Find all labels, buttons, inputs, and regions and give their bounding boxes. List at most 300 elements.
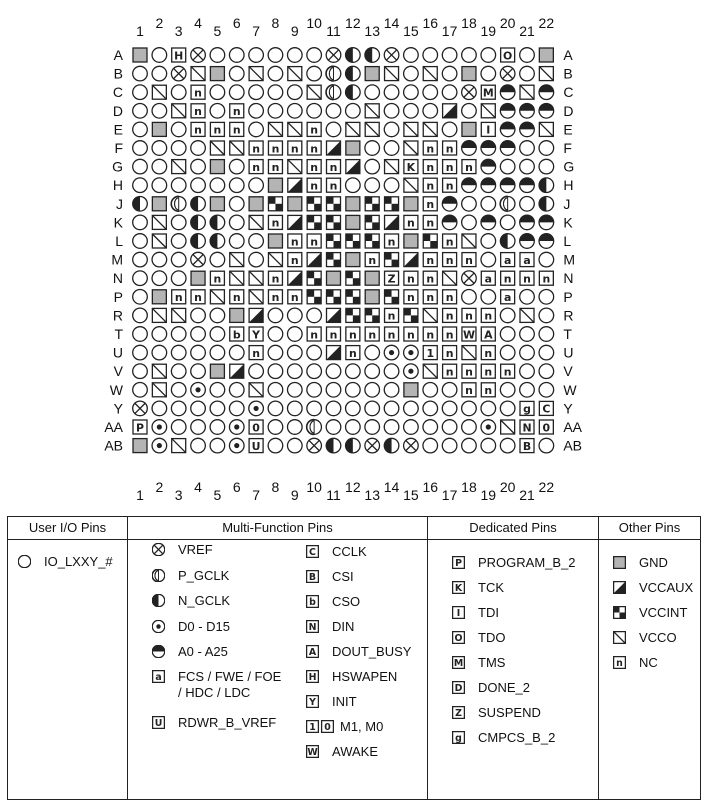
svg-text:n: n [445, 328, 454, 342]
legend-item-label: PROGRAM_B_2 [478, 555, 576, 570]
pin-C9 [288, 85, 303, 100]
pin-R2 [152, 308, 166, 322]
pin-D19 [481, 104, 495, 118]
col-label-top: 19 [480, 23, 497, 39]
pin-U7 [249, 346, 263, 360]
pin-W7 [249, 383, 263, 397]
pin-H15 [404, 178, 418, 192]
svg-text:n: n [290, 253, 299, 267]
svg-text:n: n [426, 179, 435, 193]
pin-N17 [443, 271, 457, 285]
svg-text:a: a [155, 672, 162, 683]
svg-text:n: n [484, 365, 493, 379]
row-label-left: AB [104, 437, 123, 454]
pin-U4 [191, 345, 206, 360]
pin-E7 [249, 122, 264, 137]
pin-U15 [404, 345, 419, 360]
pin-W4 [191, 383, 206, 398]
pin-T4 [191, 327, 206, 342]
col-label-top: 15 [403, 23, 419, 39]
pin-P15 [404, 290, 418, 304]
pin-C2 [152, 85, 166, 99]
pin-G12 [346, 160, 360, 174]
legend-symbol-icon [613, 581, 626, 594]
pin-K1 [133, 215, 148, 230]
pin-M7 [249, 252, 264, 267]
pin-M5 [210, 252, 225, 267]
pin-Y9 [288, 401, 303, 416]
svg-text:a: a [523, 253, 531, 267]
pin-F12 [346, 141, 360, 155]
pin-AA14 [384, 420, 399, 435]
row-label-left: P [113, 288, 123, 305]
pin-L9 [288, 234, 302, 248]
row-label-right: C [563, 84, 574, 101]
pin-D15 [404, 104, 419, 119]
pin-AB22 [539, 438, 554, 453]
legend-item-label: P_GCLK [178, 568, 230, 583]
svg-text:W: W [462, 328, 475, 342]
svg-text:n: n [426, 198, 435, 212]
svg-text:g: g [455, 733, 462, 744]
pin-D5 [210, 104, 225, 119]
pin-W11 [326, 383, 341, 398]
pin-R9 [288, 308, 303, 323]
pin-B20 [500, 66, 515, 81]
legend-item-label: TMS [478, 655, 506, 670]
pin-B18 [462, 67, 476, 81]
pin-R13 [365, 308, 379, 322]
legend-item-label: NC [639, 655, 658, 670]
pin-C22 [539, 85, 554, 100]
legend-item-label: VREF [178, 542, 213, 557]
svg-text:n: n [445, 235, 454, 249]
legend-table [7, 516, 701, 800]
pin-R19 [481, 308, 495, 322]
svg-text:M: M [453, 658, 464, 669]
svg-text:n: n [445, 365, 454, 379]
svg-text:Z: Z [387, 272, 396, 286]
svg-text:n: n [348, 328, 357, 342]
pin-K12 [346, 215, 360, 229]
legend-item-label: DIN [332, 619, 355, 634]
legend-symbol-icon [452, 681, 465, 694]
row-label-right: H [563, 177, 574, 194]
row-label-left: J [116, 195, 123, 212]
pin-U6 [229, 345, 244, 360]
svg-text:n: n [465, 365, 473, 379]
svg-text:n: n [445, 346, 454, 360]
pin-M12 [346, 253, 360, 267]
svg-text:n: n [329, 160, 338, 174]
pin-N13 [365, 271, 379, 285]
pin-T5 [210, 327, 225, 342]
svg-text:n: n [616, 658, 623, 669]
row-label-right: T [563, 326, 572, 342]
col-label-bottom: 1 [136, 487, 144, 503]
svg-text:n: n [426, 291, 435, 305]
pin-K10 [307, 215, 321, 229]
legend-symbol-icon [613, 606, 626, 619]
legend-item-label: VCCO [639, 630, 677, 645]
pin-J13 [365, 197, 379, 211]
pin-C7 [249, 85, 264, 100]
pin-P16 [423, 290, 437, 304]
svg-text:n: n [445, 142, 454, 156]
pin-AB15 [404, 438, 419, 453]
pin-E21 [519, 122, 534, 137]
pin-G6 [229, 159, 244, 174]
pin-AA13 [365, 420, 380, 435]
svg-text:K: K [406, 160, 416, 174]
pin-AA5 [210, 420, 225, 435]
pin-V22 [539, 364, 554, 379]
pin-D10 [307, 104, 322, 119]
pin-T17 [443, 327, 457, 341]
col-label-top: 17 [441, 23, 458, 39]
pin-J10 [307, 197, 321, 211]
pin-V5 [210, 364, 224, 378]
row-label-left: G [112, 158, 123, 175]
legend-symbol-icon [452, 656, 465, 669]
pin-Y22 [539, 401, 553, 415]
pin-B15 [404, 66, 419, 81]
pin-F15 [404, 141, 418, 155]
pin-V10 [307, 364, 322, 379]
pin-M6 [230, 253, 244, 267]
pin-E8 [268, 122, 282, 136]
legend-symbol-icon [452, 731, 465, 744]
row-label-right: U [563, 344, 574, 361]
pin-A7 [249, 48, 264, 63]
pin-D11 [326, 104, 341, 119]
pin-Y7 [249, 401, 264, 416]
pin-R3 [172, 308, 186, 322]
pin-U9 [288, 345, 303, 360]
pin-V11 [326, 364, 341, 379]
pin-T10 [307, 327, 321, 341]
pin-Y18 [462, 401, 477, 416]
pin-J21 [520, 197, 535, 212]
col-label-top: 20 [499, 15, 516, 31]
legend-item-label: GND [639, 555, 668, 570]
svg-text:n: n [503, 272, 512, 286]
svg-text:M: M [482, 86, 494, 100]
pin-AB16 [423, 438, 438, 453]
pin-P18 [462, 290, 477, 305]
pin-H21 [519, 178, 534, 193]
pin-D13 [365, 104, 379, 118]
col-label-bottom: 3 [174, 487, 183, 503]
svg-text:P: P [455, 558, 462, 569]
svg-text:U: U [154, 718, 163, 729]
pin-L8 [268, 234, 282, 248]
pin-A10 [307, 48, 322, 63]
legend-item-label: SUSPEND [478, 705, 541, 720]
col-label-top: 6 [232, 15, 241, 31]
legend-item-label: TDI [478, 605, 499, 620]
pin-V21 [520, 364, 535, 379]
pin-R16 [423, 308, 437, 322]
pin-B12 [345, 66, 360, 81]
legend-symbol-icon [306, 695, 319, 708]
pin-K17 [442, 215, 457, 230]
pin-Y19 [481, 401, 496, 416]
pin-A14 [384, 48, 399, 63]
svg-text:n: n [271, 142, 280, 156]
pin-M20 [501, 253, 515, 267]
pin-G7 [249, 160, 263, 174]
svg-text:n: n [271, 291, 280, 305]
pin-A5 [210, 48, 225, 63]
legend-symbol-icon [452, 706, 465, 719]
pin-R12 [346, 308, 360, 322]
pin-Y12 [346, 401, 361, 416]
pin-J15 [404, 197, 418, 211]
pin-F2 [152, 141, 167, 156]
row-label-left: A [113, 47, 123, 63]
pin-L7 [249, 234, 264, 249]
row-label-right: B [563, 65, 573, 82]
pin-V18 [462, 364, 476, 378]
pin-Y1 [133, 401, 148, 416]
pin-N9 [288, 271, 302, 285]
pin-B17 [442, 66, 457, 81]
svg-text:1: 1 [309, 722, 316, 733]
col-label-top: 18 [461, 15, 477, 31]
pin-V15 [404, 364, 419, 379]
pin-J12 [346, 197, 360, 211]
pin-H2 [152, 178, 167, 193]
pin-AB7 [249, 439, 263, 453]
pin-F8 [268, 141, 282, 155]
pin-G15 [404, 160, 418, 174]
pin-B11 [326, 66, 341, 81]
col-label-bottom: 4 [194, 479, 202, 495]
pin-M2 [152, 252, 167, 267]
pin-T16 [423, 327, 437, 341]
pin-W16 [423, 383, 438, 398]
pin-H8 [268, 178, 282, 192]
pin-K4 [190, 215, 205, 230]
pin-J16 [423, 197, 437, 211]
pin-C5 [210, 85, 225, 100]
pin-J6 [229, 197, 244, 212]
row-label-left: R [112, 307, 123, 324]
pin-U22 [539, 345, 554, 360]
legend-item-label: CSO [332, 594, 361, 609]
row-label-right: AA [563, 419, 583, 435]
pin-D14 [384, 104, 399, 119]
pin-R11 [327, 308, 341, 322]
pin-E14 [384, 122, 399, 137]
pin-A9 [288, 48, 303, 63]
pin-V20 [501, 364, 515, 378]
svg-text:n: n [348, 346, 357, 360]
pin-P19 [481, 290, 496, 305]
pin-A4 [191, 48, 206, 63]
legend-symbol-icon [452, 606, 465, 619]
legend-symbol-icon [613, 656, 626, 669]
col-label-bottom: 6 [232, 479, 241, 495]
svg-text:0: 0 [252, 421, 260, 435]
legend-symbol-icon [152, 569, 165, 582]
pin-H13 [365, 178, 380, 193]
pin-P5 [210, 290, 224, 304]
pin-F5 [210, 141, 224, 155]
legend-header-multi-function: Multi-Function Pins [128, 517, 427, 540]
pin-T20 [500, 327, 515, 342]
pin-B21 [520, 66, 535, 81]
pin-A3 [172, 48, 186, 62]
row-label-right: P [563, 288, 573, 305]
pin-R17 [443, 308, 457, 322]
svg-text:0: 0 [324, 722, 331, 733]
pin-T18 [462, 327, 476, 341]
row-label-right: F [563, 140, 572, 156]
pin-Y3 [171, 401, 186, 416]
row-label-right: R [563, 307, 574, 324]
pin-K8 [268, 215, 282, 229]
pin-B8 [268, 66, 283, 81]
svg-text:n: n [271, 216, 280, 230]
pin-R4 [191, 308, 206, 323]
svg-text:n: n [194, 105, 202, 119]
legend-symbol-icon [613, 556, 626, 569]
row-label-left: K [113, 214, 123, 231]
pin-P2 [152, 290, 166, 304]
pin-C19 [481, 85, 495, 99]
pin-T19 [481, 327, 495, 341]
pin-Y6 [229, 401, 244, 416]
pin-T14 [385, 327, 399, 341]
pin-AA7 [249, 420, 263, 434]
pin-B16 [423, 67, 437, 81]
pin-K14 [385, 215, 399, 229]
pin-J9 [288, 197, 302, 211]
pin-AB4 [191, 438, 206, 453]
col-label-bottom: 18 [461, 479, 477, 495]
pin-E22 [539, 122, 553, 136]
svg-text:H: H [174, 49, 184, 63]
pin-U16 [423, 346, 437, 360]
pin-R5 [210, 308, 225, 323]
pin-V17 [443, 364, 457, 378]
svg-text:n: n [387, 309, 396, 323]
row-label-left: C [112, 84, 123, 101]
legend-item-label: D0 - D15 [178, 619, 231, 634]
pin-D3 [172, 104, 186, 118]
legend-header-user-io: User I/O Pins [8, 517, 127, 540]
pin-AB6 [229, 438, 244, 453]
svg-text:n: n [368, 328, 377, 342]
pin-G17 [443, 160, 457, 174]
svg-text:I: I [456, 608, 461, 619]
row-label-right: G [563, 158, 575, 175]
pin-J7 [249, 197, 263, 211]
pin-R21 [520, 308, 534, 322]
pin-AA11 [326, 420, 341, 435]
pin-U12 [346, 346, 360, 360]
legend-symbol-icon [306, 720, 334, 733]
pin-L11 [327, 234, 341, 248]
col-label-top: 14 [383, 15, 400, 31]
pin-L1 [133, 234, 148, 249]
pin-AB21 [520, 439, 534, 453]
legend-item-label: TCK [478, 580, 504, 595]
col-label-top: 8 [271, 15, 280, 31]
pin-Y16 [423, 401, 438, 416]
pin-J3 [171, 196, 186, 211]
legend-symbol-icon [452, 581, 465, 594]
pin-AB18 [462, 438, 477, 453]
svg-text:n: n [368, 253, 377, 267]
pin-H3 [171, 178, 186, 193]
pin-A6 [229, 48, 244, 63]
svg-text:A: A [484, 328, 493, 342]
svg-text:n: n [407, 272, 415, 286]
pin-H7 [249, 178, 264, 193]
row-label-left: M [111, 251, 123, 268]
pin-P13 [365, 290, 379, 304]
pin-A17 [442, 48, 457, 63]
svg-text:n: n [310, 123, 319, 137]
pin-M3 [171, 252, 186, 267]
legend-symbol-icon [613, 631, 626, 644]
pin-B13 [365, 67, 379, 81]
pin-G16 [423, 160, 437, 174]
pin-M18 [462, 253, 476, 267]
pin-W3 [171, 383, 186, 398]
svg-text:n: n [213, 272, 222, 286]
pin-C15 [404, 85, 419, 100]
pin-U1 [133, 345, 148, 360]
svg-text:n: n [290, 291, 299, 305]
col-label-bottom: 11 [326, 487, 341, 503]
pin-B3 [171, 66, 186, 81]
legend-symbol-icon [306, 620, 319, 633]
legend-symbol-icon [152, 645, 165, 658]
pin-E16 [423, 122, 437, 136]
pin-D7 [249, 104, 264, 119]
pin-L3 [171, 234, 186, 249]
pin-Y5 [210, 401, 225, 416]
svg-text:B: B [522, 439, 532, 453]
pin-E12 [346, 122, 360, 136]
pin-R20 [500, 308, 515, 323]
pin-T11 [327, 327, 341, 341]
row-label-right: L [563, 233, 572, 249]
pin-A12 [345, 47, 360, 62]
pin-W21 [520, 383, 535, 398]
pin-H14 [384, 178, 399, 193]
pin-AA22 [539, 420, 553, 434]
legend-item-label: IO_LXXY_# [44, 554, 113, 569]
col-label-bottom: 2 [155, 479, 164, 495]
pin-T9 [288, 327, 303, 342]
svg-text:W: W [307, 747, 318, 758]
pin-L12 [346, 234, 360, 248]
pin-J5 [210, 197, 224, 211]
pin-E4 [191, 122, 205, 136]
pin-C18 [462, 85, 477, 100]
pin-H10 [307, 178, 321, 192]
col-label-bottom: 13 [364, 487, 380, 503]
pin-V1 [133, 364, 148, 379]
pin-AB5 [210, 438, 225, 453]
pin-C6 [229, 85, 244, 100]
pin-H20 [500, 178, 515, 193]
